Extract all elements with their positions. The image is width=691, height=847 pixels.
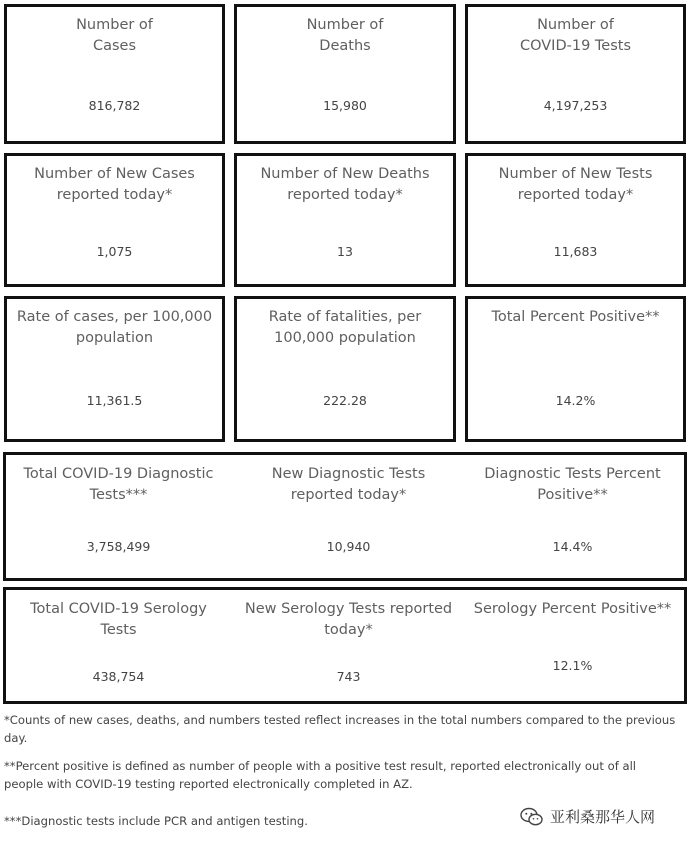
stat-label: Total COVID-19 Diagnostic Tests***	[23, 466, 214, 503]
stat-label: Total COVID-19 Serology Tests	[30, 601, 207, 638]
stat-value: 438,754	[92, 669, 145, 684]
stat-value: 12.1%	[552, 658, 593, 673]
stat-label: New Diagnostic Tests reported today*	[271, 466, 426, 503]
stat-label: Number of New Tests reported today*	[498, 166, 653, 203]
stat-value: 11,683	[553, 244, 598, 259]
serology-new-section	[236, 590, 461, 701]
stat-value: 14.2%	[555, 393, 596, 408]
stat-label: Total Percent Positive**	[491, 309, 660, 325]
stat-card-new-tests	[465, 153, 686, 287]
stat-value: 15,980	[323, 98, 367, 113]
stat-card-new-cases	[4, 153, 225, 287]
stat-value: 3,758,499	[86, 539, 151, 554]
stat-value: 222.28	[323, 393, 367, 408]
diagnostic-total-section	[6, 455, 231, 578]
footnote-diagnostic-tests: ***Diagnostic tests include PCR and antigen testing.	[4, 814, 308, 828]
stat-card-deaths	[234, 4, 456, 144]
stat-card-tests	[465, 4, 686, 144]
stat-value: 13	[337, 244, 353, 259]
source-watermark	[520, 806, 655, 827]
stat-card-percent-positive	[465, 296, 686, 442]
serology-positive-section	[460, 590, 685, 701]
stat-card-new-deaths	[234, 153, 456, 287]
stat-value: 11,361.5	[86, 393, 143, 408]
stat-label: Number of Deaths	[306, 17, 384, 54]
serology-total-section	[6, 590, 231, 701]
wechat-icon	[520, 807, 544, 827]
footnote-new-counts: *Counts of new cases, deaths, and numbers tested reflect increases in the total numbers compared to the previous day.	[4, 713, 676, 745]
stat-label: Rate of cases, per 100,000 population	[16, 309, 213, 346]
stat-value: 10,940	[326, 539, 371, 554]
stat-value: 4,197,253	[543, 98, 608, 113]
stat-label: Number of New Cases reported today*	[34, 166, 195, 203]
stat-label: Rate of fatalities, per 100,000 population	[268, 309, 422, 346]
diagnostic-positive-section	[460, 455, 685, 578]
stat-label: Diagnostic Tests Percent Positive**	[484, 466, 661, 503]
diagnostic-new-section	[236, 455, 461, 578]
serology-tests-panel	[3, 587, 687, 704]
stat-label: Number of Cases	[76, 17, 153, 54]
stat-label: Serology Percent Positive**	[473, 601, 672, 617]
stat-value: 816,782	[88, 98, 141, 113]
footnote-percent-positive: **Percent positive is defined as number of people with a positive test result, reported electronically out of all people with COVID-19 testing reported electronically completed in AZ.	[4, 759, 637, 791]
stat-value: 14.4%	[552, 539, 593, 554]
stat-card-case-rate	[4, 296, 225, 442]
stat-value: 743	[336, 669, 361, 684]
stat-label: Number of New Deaths reported today*	[260, 166, 430, 203]
stat-label: Number of COVID-19 Tests	[519, 17, 632, 54]
diagnostic-tests-panel	[3, 452, 687, 581]
stat-value: 1,075	[96, 244, 133, 259]
stat-card-cases	[4, 4, 225, 144]
stat-label: New Serology Tests reported today*	[244, 601, 453, 638]
stat-card-fatality-rate	[234, 296, 456, 442]
watermark-text: 亚利桑那华人网	[550, 808, 656, 826]
